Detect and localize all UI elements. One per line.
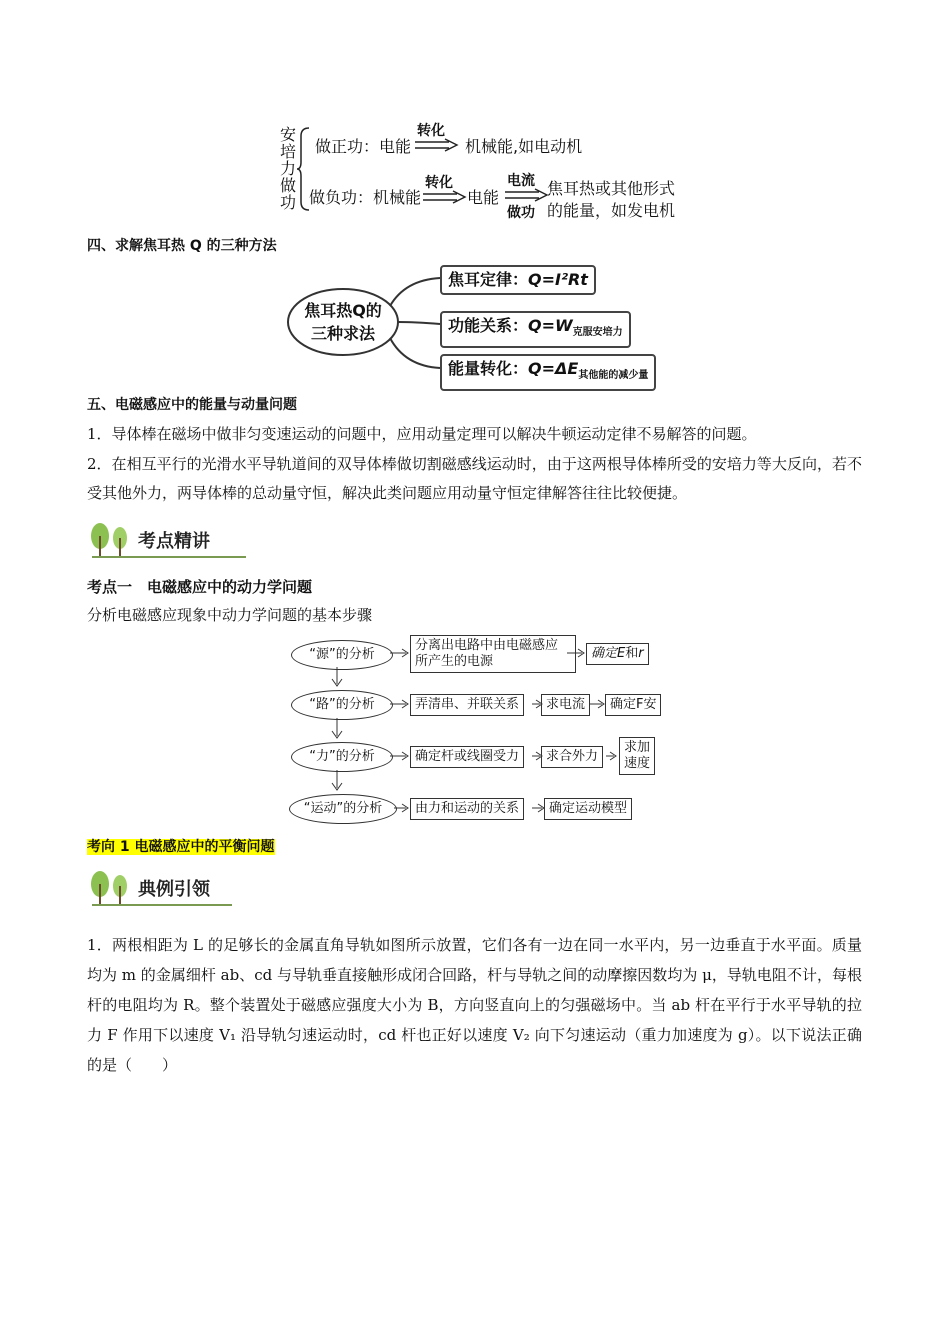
flow-box: 求电流 bbox=[541, 694, 590, 716]
flow-oval-circuit: “路”的分析 bbox=[291, 690, 393, 720]
arrow-label: 转化 bbox=[425, 175, 453, 191]
badge-underline bbox=[92, 904, 232, 906]
negative-result-line2: 的能量，如发电机 bbox=[547, 201, 676, 220]
negative-result-line1: 焦耳热或其他形式 bbox=[547, 179, 676, 198]
flow-oval-source: “源”的分析 bbox=[291, 640, 393, 670]
badge-underline bbox=[92, 556, 246, 558]
arrow-label-bottom: 做功 bbox=[507, 205, 535, 221]
direction-1-title: 考向 1 电磁感应中的平衡问题 bbox=[87, 839, 275, 855]
flow-box: 求合外力 bbox=[541, 746, 603, 768]
flow-oval-force: “力”的分析 bbox=[291, 742, 393, 772]
point-1-title: 考点一 电磁感应中的动力学问题 bbox=[87, 578, 313, 596]
point-1-subtitle: 分析电磁感应现象中动力学问题的基本步骤 bbox=[87, 606, 373, 624]
vertical-label: 安 培 力 做 功 bbox=[279, 125, 296, 212]
section-4-title: 四、求解焦耳热 Q 的三种方法 bbox=[87, 238, 277, 254]
flow-box: 确定运动模型 bbox=[544, 798, 632, 820]
positive-work-label: 做正功：电能 bbox=[315, 137, 412, 156]
double-arrow-icon bbox=[415, 138, 459, 152]
arrow-label: 转化 bbox=[417, 123, 445, 139]
section-5-title: 五、电磁感应中的能量与动量问题 bbox=[87, 397, 297, 413]
example-badge bbox=[86, 870, 232, 908]
flow-box: 求加 速度 bbox=[619, 737, 655, 775]
double-arrow-icon bbox=[505, 188, 549, 202]
flow-box: 由力和运动的关系 bbox=[410, 798, 524, 820]
tree-icon bbox=[86, 522, 136, 560]
flow-box: 弄清串、并联关系 bbox=[410, 694, 524, 716]
flow-box: 确定杆或线圈受力 bbox=[410, 746, 524, 768]
ampere-work-diagram bbox=[275, 120, 695, 220]
badge-label: 典例引领 bbox=[138, 879, 210, 900]
flow-oval-motion: “运动”的分析 bbox=[289, 794, 397, 824]
negative-mid: 电能 bbox=[467, 188, 500, 207]
positive-result: 机械能,如电动机 bbox=[465, 137, 583, 156]
negative-work-label: 做负功：机械能 bbox=[309, 188, 422, 207]
problem-1-text: 1．两根相距为 L 的足够长的金属直角导轨如图所示放置，它们各有一边在同一水平内，另一边垂直于水平面。质量均为 m 的金属细杆 ab、cd 与导轨垂直接触形成闭合回路，杆与导轨之间的动摩擦因数均为 μ，导轨电阻不计，每根杆的电阻均为 R。整个装置处于磁感应强度大小为 B，方向竖直向上的匀强磁场中。当 ab 杆在平行于水平导轨的拉力 F 作用下以速度 V₁ 沿导轨匀速运动时，cd 杆也正好以速度 V₂ 向下匀速运动（重力加速度为 g）。以下说法正确的是（ ） bbox=[87, 936, 862, 1074]
branch-work-energy: 功能关系：$Q=W_{克服安培力}$ bbox=[440, 311, 631, 348]
double-arrow-icon bbox=[423, 190, 467, 204]
branch-energy-conversion: 能量转化：$Q=\Delta E_{其他能的减少量}$ bbox=[440, 354, 656, 391]
flow-box: 确定E和r bbox=[586, 643, 649, 665]
flow-box: 确定F安 bbox=[605, 694, 661, 716]
section-5-paragraph-1: 1．导体棒在磁场中做非匀变速运动的问题中，应用动量定理可以解决牛顿运动定律不易解答的问题。 bbox=[87, 425, 757, 443]
section-badge bbox=[86, 522, 246, 560]
section-5-paragraph-2: 2．在相互平行的光滑水平导轨道间的双导体棒做切割磁感线运动时，由于这两根导体棒所受的安培力等大反向，若不受其他外力，两导体棒的总动量守恒，解决此类问题应用动量守恒定律解答往往比较便捷。 bbox=[87, 455, 862, 502]
flow-box: 分离出电路中由电磁感应 所产生的电源 bbox=[410, 635, 576, 673]
arrow-label-top: 电流 bbox=[507, 173, 535, 189]
mindmap-center: 焦耳热Q的 三种求法 bbox=[304, 301, 382, 343]
tree-icon bbox=[86, 870, 136, 908]
branch-joule-law: 焦耳定律：Q=I²Rt bbox=[440, 265, 596, 295]
badge-label: 考点精讲 bbox=[138, 531, 210, 552]
